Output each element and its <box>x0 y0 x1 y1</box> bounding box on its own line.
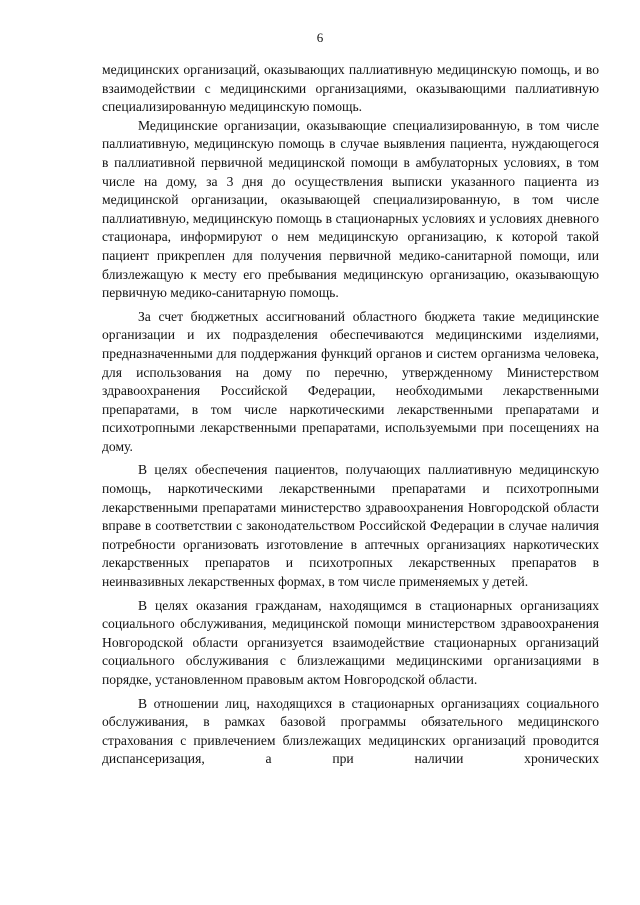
paragraph-3: За счет бюджетных ассигнований областного бюджета такие медицинские организации и их подразделения обеспечиваются медицинскими изделиями, предназначенными для поддержания функций органов и систем организма человека, для использования на дому по перечню, утвержденному Министерством здравоохранения Российской Федерации, необходимыми лекарственными препаратами, в том числе наркотическими лекарственными препаратами и психотропными лекарственными препаратами, используемыми при посещениях на дому. <box>102 308 599 454</box>
paragraph-6: В отношении лиц, находящихся в стационарных организациях социального обслуживания, в рамках базовой программы обязательного медицинского страхования с привлечением близлежащих медицинских организаций проводится диспансеризация, а при наличии хронических <box>102 695 599 767</box>
paragraph-5: В целях оказания гражданам, находящимся в стационарных организациях социального обслуживания, медицинской помощи министерством здравоохранения Новгородской области организуется взаимодействие стационарных организаций социального обслуживания с близлежащими медицинскими организациями в порядке, установленном правовым актом Новгородской области. <box>102 597 599 687</box>
paragraph-1: медицинских организаций, оказывающих паллиативную медицинскую помощь, и во взаимодействии с медицинскими организациями, оказывающими паллиативную специализированную медицинскую помощь. <box>102 62 599 115</box>
document-body <box>102 61 599 769</box>
paragraph-2: Медицинские организации, оказывающие специализированную, в том числе паллиативную, медицинскую помощь в случае выявления пациента, нуждающегося в паллиативной первичной медицинской помощи в амбулаторных условиях, в том числе на дому, за 3 дня до осуществления выписки указанного пациента из медицинской организации, оказывающей специализированную, в том числе паллиативную, медицинскую помощь в стационарных условиях и условиях дневного стационара, информируют о нем медицинскую организацию, к которой такой пациент прикреплен для получения первичной медико-санитарной помощи, или близлежащую к месту его пребывания медицинскую организацию, оказывающую первичную медико-санитарную помощь. <box>102 117 599 301</box>
page-number: 6 <box>316 30 324 45</box>
paragraph-4: В целях обеспечения пациентов, получающих паллиативную медицинскую помощь, наркотическими лекарственными препаратами и психотропными лекарственными препаратами министерство здравоохранения Новгородской области вправе в соответствии с законодательством Российской Федерации в случае наличия потребности организовать изготовление в аптечных организациях наркотических лекарственных препаратов и психотропных лекарственных препаратов в неинвазивных лекарственных формах, в том числе применяемых у детей. <box>102 462 599 590</box>
